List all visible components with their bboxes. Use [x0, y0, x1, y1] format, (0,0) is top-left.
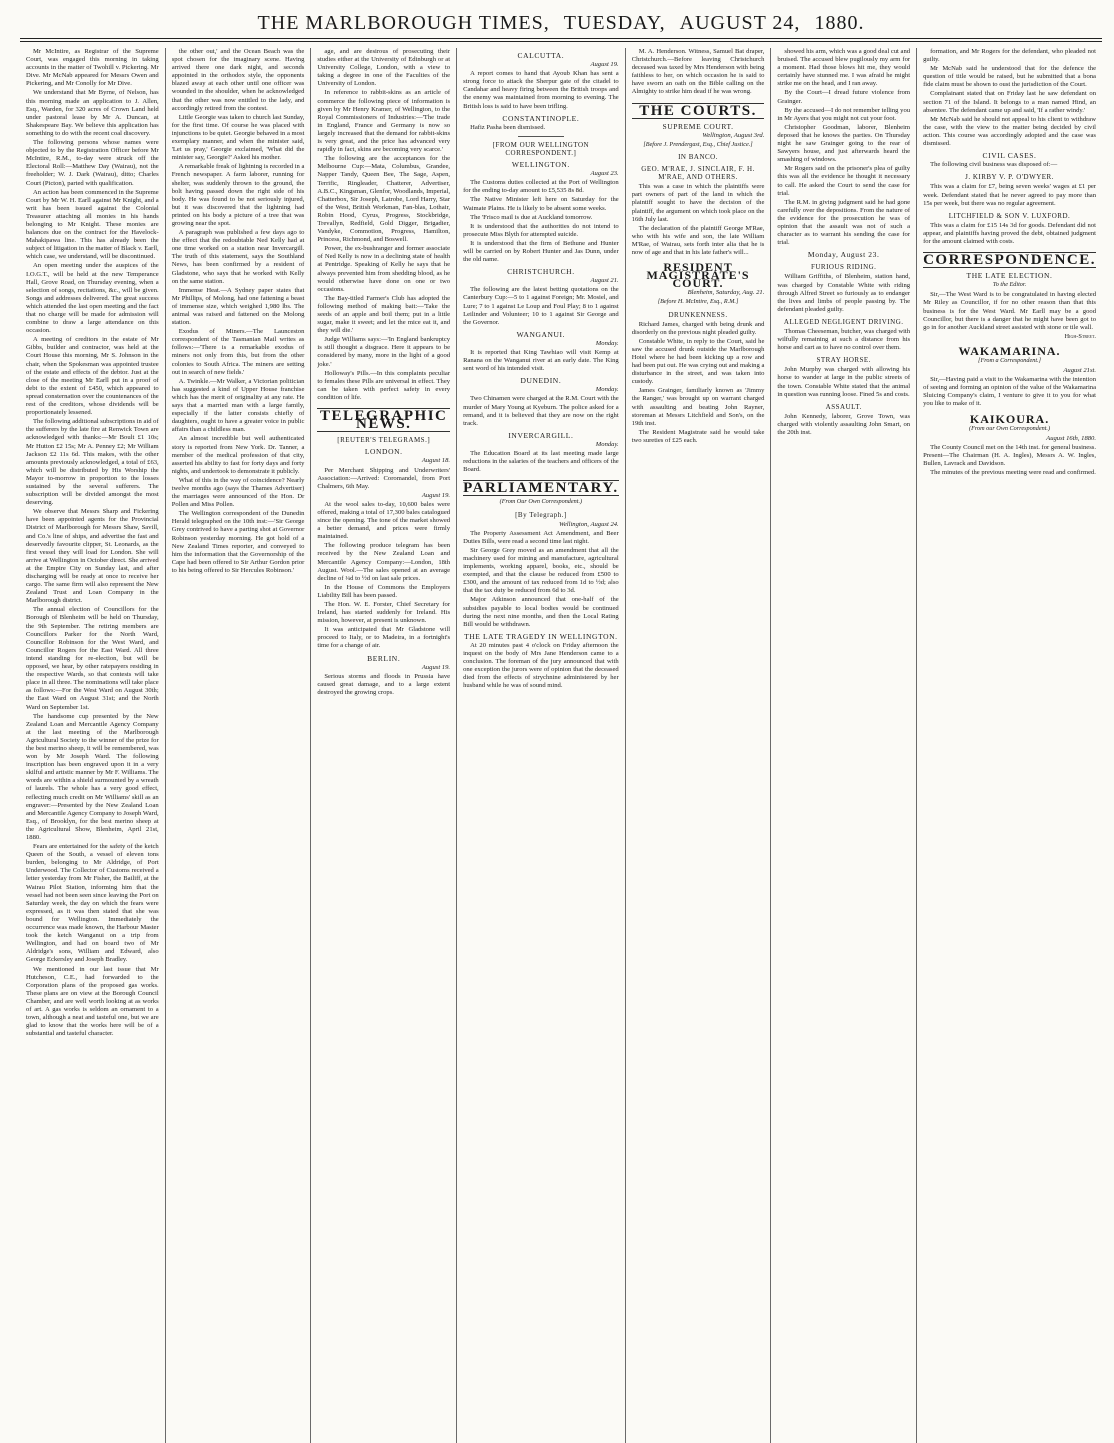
supreme-court-subhead: SUPREME COURT.: [662, 121, 734, 131]
column-2: [166, 48, 312, 1443]
constantinople-dateline: CONSTANTINOPLE.: [502, 113, 580, 123]
date: Monday.: [595, 386, 619, 394]
paragraph: By the accused—I do not remember telling you in Mr Ayers that you might not cut your foot.: [777, 106, 911, 122]
paragraph: We mentioned in our last issue that Mr Hutcheson, C.E., had forwarded to the Corporation plans of the proposed gas works. These plans are on view at the Borough Council Chamber, and are well worth looking at as works of art. A gas works is seldom an ornament to a town, although a neat and tasteful one, but we are glad to know that the works here will be of a substantial and tasteful character.: [26, 965, 159, 1038]
paragraph: M. A. Henderson. Witness, Samuel Bat draper, Christchurch.—Before leaving Christchurch deceased was taxed by Mrs Henderson with being faithless to her, on which occasion he is said to have sworn an oath on the Bible calling on the Almighty to strike him dead if he was wrong.: [631, 48, 765, 96]
paragraph: In reference to rabbit-skins as an article of commerce the following piece of information is given by Mr Henry Kramer, of Wellington, to the Royal Commissioners of Industries:—'The trade in England, France and Germany is now so largely increased that the demand for rabbit-skins is very great, and the price has advanced very rapidly in fact, skins are becoming very scarce.': [317, 89, 451, 154]
paragraph: The County Council met on the 14th inst. for general business. Present—The Chairman (H. A. Ingles), Messrs A. W. Ingles, Bullen, Lavrack and Davidson.: [923, 443, 1096, 468]
column-1: [20, 48, 166, 1443]
paragraph: It is reported that King Tawhiao will visit Kemp at Ranana on the Wanganui river at an early date. The King sent word of his intended visit.: [463, 349, 619, 373]
paragraph: Thomas Cheeseman, butcher, was charged with wilfully remaining at such a distance from his horse and cart as to have no control over them.: [777, 328, 911, 352]
masthead-date: AUGUST 24,: [679, 12, 801, 34]
before-note: [Before H. McIntire, Esq., R.M.]: [657, 298, 739, 306]
date: Blenheim, Saturday, Aug. 21.: [687, 289, 765, 297]
paragraph: A paragraph was published a few days ago to the effect that the redoubtable Ned Kelly had at one time worked on a station near Invercargill. The truth of this statement, says the Southland News, has been confirmed by a resident of Gladstone, who says that he worked with Kelly on the same station.: [171, 229, 305, 285]
in-banco-subhead: IN BANCO.: [678, 152, 718, 161]
wellington-dateline: WELLINGTON.: [511, 160, 570, 170]
paragraph: The Bay-titled Farmer's Club has adopted the following method of making bait:—'Take the seeds of an apple and boil them; put in a little sugar, make it sweet; and let the mice eat it, and they will die.': [317, 294, 451, 335]
paragraph: The following are the acceptances for the Melbourne Cup:—Mata, Columbus, Grandee, Napper Tandy, Queen Bee, The Sage, Aspen, Terrific, Ringleader, Chatterer, Advertiser, A.B.C., Kingsman, Glenfor, Woodlands, Imperial, Chatterbox, Sir Joseph, Latrobe, Lord Harry, Star of the West, British Workman, Fan-blas, Lothair, Robin Hood, Cyrus, Progress, Stockbridge, Trevallyn, Redfield, Gold Digger, Brigadier, Vandyke, Commotion, Progress, Hamilton, Princess, Richmond, and Boswell.: [317, 155, 451, 244]
paragraph: At the wool sales to-day, 10,600 bales were offered, making a total of 17,300 bales catalogued since the opening. The tone of the market showed a better demand, and prices were firmly maintained.: [317, 500, 451, 541]
date: Monday.: [595, 339, 619, 347]
paragraph: At 20 minutes past 4 o'clock on Friday afternoon the inquest on the body of Mrs Jane Henderson came to a conclusion. The foreman of the jury announced that with one exception the jurors were of opinion that the deceased died from the effects of strychnine administered by her husband while he was of sound mind.: [463, 641, 619, 690]
paragraph: Mr McNab said he should not appeal to his client to withdraw the case, with the view to the matter being decided by civil action. This course was accordingly adopted and the case was dismissed.: [923, 115, 1096, 148]
paragraph: An action has been commenced in the Supreme Court by Mr W. H. Earll against Mr Knight, and a writ has been issued against the Colonial Treasurer attaching all monies in his hands belonging to Mr Knight. These monies are balances due on the contract for the Havelock-Mahakipawa line. This has already been the subject of litigation in the matter of Black v. Earll, which case, we understand, will be discontinued.: [26, 188, 159, 261]
signature: High-Street.: [1064, 332, 1096, 340]
paragraph: Hafiz Pasha been dismissed.: [470, 123, 546, 131]
paragraph: It was anticipated that Mr Gladstone will proceed to Italy, or to Madeira, in a fortnight's time for a change of air.: [317, 626, 451, 650]
date: August 16th, 1880.: [1046, 434, 1096, 442]
column-4: [457, 48, 626, 1443]
invercargill-dateline: INVERCARGILL.: [508, 430, 574, 440]
paragraph: Mr McIntire, as Registrar of the Supreme Court, was engaged this morning in taking accounts in the matter of Twohill v. Pickering. Mr Dive. Mr McNab appeared for Messrs Owen and Pickering, and Mr Conolly for Mr Dive.: [26, 48, 159, 88]
date: August 19.: [421, 491, 451, 499]
late-election-subhead: THE LATE ELECTION.: [966, 271, 1053, 281]
christchurch-dateline: CHRISTCHURCH.: [507, 267, 575, 277]
case-title: GEO. M'RAE, J. SINCLAIR, F. H. M'RAE, AND OTHERS.: [641, 165, 755, 182]
paragraph: The annual election of Councillors for the Borough of Blenheim will be held on Thursday, the 9th September. The retiring members are Councillors Parker for the North Ward, Councillor Robinson for the West Ward, and Councillor Rogers for the East Ward. All three intend standing for re-election, but will be opposed, we hear, by other ratepayers residing in the respective Wards, so that contests will take place in all three. The nominations will take place as follows:—For the West Ward on August 30th; the East Ward on August 31st; and the North Ward on September 1st.: [26, 606, 159, 711]
before-note: [Before J. Prendergast, Esq., Chief Justice.]: [643, 140, 753, 148]
paragraph: Complainant stated that on Friday last he saw defendant on section 71 of the Island. It belongs to a man named Hind, an absentee. The defendant came up and said, 'If a rather windy.': [923, 90, 1096, 114]
paragraph: Power, the ex-bushranger and former associate of Ned Kelly is now in a declining state of health at Pentridge. Speaking of Kelly he says that he always prevented him from shedding blood, as he would otherwise have done on one or two occasions.: [317, 245, 451, 293]
column-6: [771, 48, 917, 1443]
correspondent-note: (From our Own Correspondent.): [969, 424, 1051, 432]
paragraph: The 'Frisco mail is due at Auckland tomorrow.: [470, 213, 593, 221]
kaikoura-heading: KAIKOURA.: [969, 411, 1050, 426]
masthead: [20, 10, 1102, 36]
date: Wellington, August 3rd.: [702, 131, 765, 139]
correspondent-note: (From Our Own Correspondent.): [499, 498, 583, 506]
paragraph: Mr McNab said he understood that for the defence the question of title would be raised, but he submitted that a bona fide claim must be shown to oust the jurisdiction of the Court.: [923, 65, 1096, 89]
paragraph: The R.M. in giving judgment said he had gone carefully over the depositions. From the nature of the evidence for the prosecution he was of opinion that the assault was not of such a character as to warrant his sending the case for trial.: [777, 198, 911, 247]
paragraph: Two Chinamen were charged at the R.M. Court with the murder of Mary Young at Kyeburn. The police asked for a remand, and it is believed that they are now on the right track.: [463, 395, 619, 427]
paragraph: This was a case in which the plaintiffs were part owners of part of the land in which the plaintiff sought to have the decision of the plaintiff, the argument on which took place on the 16th July last.: [631, 183, 765, 223]
paragraph: What of this in the way of coincidence? Nearly twelve months ago (says the Thames Advertiser) the marriages were announced of the Hon. Dr Pollen and Miss Pollen.: [171, 476, 305, 509]
rm-court-heading: RESIDENT MAGISTRATE'S COURT.: [646, 260, 750, 291]
london-dateline: LONDON.: [364, 447, 403, 457]
paragraph: Major Atkinson announced that one-half of the subsidies payable to local bodies would be continued during the next nine months, and then the Local Rating Bill would be withdrawn.: [463, 596, 619, 628]
paragraph: By the Court—I dread future violence from Grainger.: [777, 89, 911, 105]
paragraph: The Customs duties collected at the Port of Wellington for the ending to-day amount to £5,535 8s 8d.: [463, 179, 619, 195]
paragraph: William Griffiths, of Blenheim, station hand, was charged by Constable White with riding through Alfred Street so furiously as to endanger the lives and limbs of people passing by. The defendant pleaded guilty.: [777, 273, 911, 313]
paragraph: The Native Minister left here on Saturday for the Waimate Plains. He is likely to be absent some weeks.: [463, 196, 619, 212]
divider: [518, 136, 565, 137]
wakamarina-heading: WAKAMARINA.: [958, 343, 1061, 358]
paragraph: Mr Rogers said on the prisoner's plea of guilty this was all the evidence he thought it necessary to call. He asked the Court to send the case for trial.: [777, 165, 911, 197]
to-editor: To the Editor.: [992, 281, 1027, 289]
paragraph: The following produce telegram has been received by the New Zealand Loan and Mercantile Agency Company:—London, 18th August. Wool.—The sales opened at an average decline of ¼d to ½d on last sale prices.: [317, 542, 451, 582]
paragraph: John Kennedy, laborer, Grove Town, was charged with violently assaulting John Smart, on the 20th inst.: [777, 412, 911, 437]
date: August 19.: [590, 61, 619, 69]
paragraph: James Grainger, familiarly known as 'Jimmy the Ranger,' was brought up on warrant charged with assaulting and beating John Rayner, storeman at Messrs Litchfield and Son's, on the 19th inst.: [631, 387, 765, 427]
paragraph: Sir,—Having paid a visit to the Wakamarina with the intention of seeing and forming an opinion of the value of the Wakamarina Sluicing Company's claim, I venture to give it to you for what you like to make of it.: [923, 376, 1096, 408]
paragraph: It is understood that the authorities do not intend to prosecute Miss Blyth for attempted suicide.: [463, 222, 619, 238]
tragedy-heading: THE LATE TRAGEDY IN WELLINGTON.: [464, 631, 618, 641]
paragraph: Exodus of Miners.—The Launceston correspondent of the Tasmanian Mail writes as follows:—'There is a remarkable exodus of miners not only from this, but from the other colonies to South Africa. The miners are setting out in search of new fields.': [171, 328, 305, 376]
stray-horse-subhead: STRAY HORSE.: [816, 356, 871, 365]
date: Monday.: [595, 440, 619, 448]
paragraph: The following persons whose names were objected to by the Registration Officer before Mr McIntire, R.M., to-day were struck off the Electoral Roll:—Matthew Day (Wairau), not the freeholder; W. J. Dark (Wairau), ditto; Charles Court (Picton), parted with qualification.: [26, 139, 159, 187]
correspondence-heading: CORRESPONDENCE.: [923, 252, 1096, 269]
correspondent-note: [FROM OUR WELLINGTON CORRESPONDENT.]: [492, 140, 590, 157]
reuters-subhead: [REUTER'S TELEGRAMS.]: [337, 436, 431, 445]
paragraph: Sir,—The West Ward is to be congratulated in having elected Mr Riley as Councillor, if for no other reason than that this business is for the West Ward. Mr Earll may be a good Councillor, but there is a danger that he might have been got to go in for another Auckland street assisted with stone or tile wall.: [923, 291, 1096, 331]
paragraph: A. Twinkle.—Mr Walker, a Victorian politician has suggested a kind of Upper House franchise which has the merit of originality at any rate. He says that a married man with a large family, especially if the latter consists chiefly of daughters, ought to have a greater voice in public affairs than a childless man.: [171, 377, 305, 434]
case-title: J. KIRBY V. P. O'DWYER.: [965, 173, 1054, 182]
paragraph: The following civil business was disposed of:—: [930, 161, 1058, 169]
paragraph: An almost incredible but well authenticated story is reported from New York. Dr. Tanner, a member of the medical profession of that city, asserted his ability to fast for forty days and forty nights, and undertook to demonstrate it publicly.: [171, 435, 305, 475]
paragraph: The following are the latest betting quotations on the Canterbury Cup:—5 to 1 against Foreign; Mr. Mosiel, and Lure; 7 to 1 against Le Loup and Foul Play; 8 to 1 against Leilinder and Volunteer; 10 to 1 against Sir George and the Governor.: [463, 286, 619, 326]
negligent-driving-subhead: ALLEGED NEGLIGENT DRIVING.: [783, 317, 904, 326]
date: August 19.: [421, 663, 451, 671]
courts-heading: THE COURTS.: [632, 103, 765, 119]
correspondent-note: [From a Correspondent.]: [978, 357, 1042, 364]
paragraph: The following additional subscriptions in aid of the sufferers by the late fire at Renwick Town are acknowledged with thanks:—Mr Boult £1 10s; Mr Hutton £2 15s; Mr A. Penney £2; Mr William Jackson £2 11s 6d. This makes, with the other amounts previously acknowledged, a total of £63, which will be distributed by His Worship the Mayor to-morrow in proportion to the losses sustained by the several sufferers. The subscription will be divided amongst the most deserving.: [26, 418, 159, 507]
column-7: [917, 48, 1102, 1443]
assault-subhead: ASSAULT.: [825, 402, 862, 411]
paragraph: In the House of Commons the Employers Liability Bill has been passed.: [317, 583, 451, 599]
columns: [20, 48, 1102, 1443]
paragraph: It is understood that the firm of Bethune and Hunter will be carried on by Robert Hunter and Jas Dunn, under the old name.: [463, 239, 619, 264]
paragraph: age, and are desirous of prosecuting their studies either at the University of Edinburgh or at University College, London, with a view to taking a degree in one of the Faculties of the University of London.: [317, 48, 451, 88]
paragraph: A report comes to hand that Ayoub Khan has sent a strong force to attack the Sherpur gate of the citadel to Candahar and heavy firing between the British troops and the enemy was maintained from morning to evening. The British loss is said to have been trifling.: [463, 70, 619, 110]
paragraph: The minutes of the previous meeting were read and confirmed.: [930, 469, 1096, 477]
civil-cases-heading: CIVIL CASES.: [982, 151, 1037, 161]
paragraph: This was a claim for £15 14s 3d for goods. Defendant did not appear, and plaintiffs having proved the debt, obtained judgment for the amount claimed with costs.: [923, 221, 1096, 245]
case-title: LITCHFIELD & SON V. LUXFORD.: [948, 211, 1071, 220]
paragraph: formation, and Mr Rogers for the defendant, who pleaded not guilty.: [923, 48, 1096, 64]
wanganui-dateline: WANGANUI.: [516, 329, 566, 339]
paragraph: Immense Heat.—A Sydney paper states that Mr Phillips, of Molong, had one fattening a beast of immense size, which weighed 1,980 lbs. The animal was raised and fattened on the Molong station.: [171, 286, 305, 327]
paragraph: The declaration of the plaintiff George M'Rae, who with his wife and son, the late William M'Rae, of Wairau, sets forth inter alia that he is now of age and that in his late father's will...: [631, 224, 765, 256]
paragraph: John Murphy was charged with allowing his horse to wander at large in the public streets of the town. Constable White stated that the animal in question was running loose. Fined 5s and costs.: [777, 366, 911, 398]
masthead-rule: [20, 38, 1102, 42]
paragraph: the other out,' and the Ocean Beach was the spot chosen for the imaginary scene. Having arrived there one dark night, and seconds appointed in the orthodox style, the opponents blazed away at each other until one officer was wounded in the shoulder, when he acknowledged that the other was now entitled to the lady, and accordingly retired from the contest.: [171, 48, 305, 112]
column-5: [626, 48, 772, 1443]
paragraph: Richard James, charged with being drunk and disorderly on the previous night pleaded guilty.: [631, 320, 765, 336]
furious-riding-subhead: FURIOUS RIDING.: [810, 263, 877, 272]
paragraph: Constable White, in reply to the Court, said he saw the accused drunk outside the Marlborough Hotel where he had been kicking up a row and had been put out. He was crying out and making a disturbance in the street, and was taken into custody.: [631, 337, 765, 386]
masthead-day: TUESDAY,: [563, 12, 666, 34]
berlin-dateline: BERLIN.: [367, 653, 401, 663]
date: August 23.: [590, 170, 619, 178]
paragraph: Per Merchant Shipping and Underwriters' Association:—Arrived: Coromandel, from Port Chalmers, 6th May.: [317, 466, 451, 490]
parliamentary-heading: PARLIAMENTARY.: [463, 480, 619, 497]
paragraph: A remarkable freak of lightning is recorded in a French newspaper. A farm laborer, running for shelter, was suddenly thrown to the ground, the bolt having passed down the right side of his body. He was found to be not seriously injured, but it was discovered that the lightning had printed on his body a picture of a tree that was growing near the spot.: [171, 163, 305, 227]
paragraph: Christopher Goodman, laborer, Blenheim deposed that he knows the parties. On Thursday night he saw Grainger going to the rear of Sawyers house, and just afterwards heard the smashing of windows.: [777, 123, 911, 164]
paragraph: Little Georgie was taken to church last Sunday, for the first time. Of course he was placed with injunctions to be quiet. Georgie behaved in a most exemplary manner, and when the minister said, 'Let us pray,' Georgie exclaimed, 'What did the minister say, Georgie?' Asked his mother.: [171, 113, 305, 162]
paragraph: We observe that Messrs Sharp and Fickering have been appointed agents for the Provincial District of Marlborough for Messrs Shaw, Savill, and Co.'s line of ships, and advertise the fast and deservedly favourite clipper, St. Leonards, as the first vessel they will load for London. She will arrive at Wellington in October direct. She arrived at the Empire City on Sunday last, and after discharging will be ready at once to receive her cargo. The same firm will also represent the New Zealand Trust and Loan Company in the Marlborough district.: [26, 508, 159, 605]
paragraph: Sir George Grey moved as an amendment that all the machinery used for mining and manufacture, agricultural implements, working apparel, books, etc., should be exempted, and that the clause be reduced from £500 to £300, and the amount of tax reduced from 1d to ½d; also that the tax duty be reduced from 6d to 3d.: [463, 546, 619, 595]
paragraph: The Property Assessment Act Amendment, and Beer Duties Bills, were read a second time last night.: [463, 529, 619, 545]
paragraph: Fears are entertained for the safety of the ketch Queen of the South, a vessel of eleven tons burden, belonging to Mr Aldridge, of Port Underwood. The Collector of Customs received a letter yesterday from Mr Fisher, the Bailiff, at the Wairau Pilot Station, informing him that the vessel had not been seen since leaving the Port on Saturday week, the day on which the fears were expressed, as it was then stated that she was bound for Wellington. Immediately the occurrence was made known, the Harbour Master took the ketch Wanganui on a trip from Wellington, and had on board two of Mr Aldridge's sons, William and Edward, also George Eckersley and Joseph Bradley.: [26, 843, 159, 964]
paragraph: We understand that Mr Byrne, of Nelson, has this morning made an application to J. Allen, Esq., Warden, for 320 acres of Crown Land held under pastoral lease by Mr A. Duncan, at Shakespeare Bay. We believe this application has something to do with the recent coal discovery.: [26, 89, 159, 137]
date: Wellington, August 24.: [558, 520, 619, 528]
date: August 21st.: [1063, 367, 1096, 375]
drunkenness-subhead: DRUNKENNESS.: [668, 310, 728, 319]
paragraph: This was a claim for £7, being seven weeks' wages at £1 per week. Defendant stated that he never agreed to pay more than 15s per week, but there was no regular agreement.: [923, 183, 1096, 207]
paragraph: A meeting of creditors in the estate of Mr Gibbs, builder and contractor, was held at the Court House this morning, Mr S. Johnson in the chair, when the Spokesman was appointed trustee of the estate and effects of the debtor. Just at the close of the meeting Mr Earll put in a proof of debt to the extent of £450, which appeared to spread consternation over the countenances of the rest of the creditors, whose dividends will be proportionately lessened.: [26, 336, 159, 417]
telegraphic-news-heading: TELEGRAPHIC NEWS.: [317, 408, 450, 432]
date: August 18.: [421, 457, 451, 465]
paragraph: The handsome cup presented by the New Zealand Loan and Mercantile Agency Company at the last meeting of the Marlborough Agricultural Society to the winner of the prize for the best merino sheep, it will be remembered, was won by Mr Joseph Ward. The following inscription has been engraved upon it in a very skilful and artistic manner by Mr F. Williams. The words are within a shield surmounted by a wreath of laurels. The whole has a very good effect, reflecting much credit on Mr Williams' skill as an engraver:—Presented by the New Zealand Loan and Mercantile Agency Company to Joseph Ward, Esq., of Brooklyn, for the best merino sheep at the Agricultural Show, Blenheim, April 21st, 1880.: [26, 712, 159, 841]
masthead-year: 1880.: [814, 12, 865, 34]
date: August 21.: [590, 277, 619, 285]
calcutta-dateline: CALCUTTA.: [517, 51, 565, 60]
monday-dateline: Monday, August 23.: [807, 250, 880, 260]
telegraph-note: [By Telegraph.]: [515, 510, 567, 519]
masthead-paper: THE MARLBOROUGH TIMES,: [257, 12, 550, 34]
paragraph: Serious storms and floods in Prussia have caused great damage, and to a large extent destroyed the growing crops.: [317, 672, 451, 696]
paragraph: The Hon. W. E. Forster, Chief Secretary for Ireland, has started suddenly for Ireland. His mission, however, at present is unknown.: [317, 601, 451, 625]
dunedin-dateline: DUNEDIN.: [520, 376, 562, 386]
paragraph: Holloway's Pills.—In this complaints peculiar to females these Pills are universal in effect. They can be taken with perfect safety in every condition of life.: [317, 369, 451, 401]
paragraph: The Wellington correspondent of the Dunedin Herald telegraphed on the 10th inst:—'Sir George Grey contrived to have a parting shot at Governor Robinson yesterday morning. He got hold of a New Zealand Times reporter, and conveyed to him the information that the Governorship of the Cape had been offered to Sir Arthur Gordon prior to his being offered to Sir Hercules Robinson.': [171, 510, 305, 574]
column-3: [311, 48, 457, 1443]
paragraph: showed his arm, which was a good deal cut and bruised. The accused blew pugilously my arm for a moment. Had those blows hit me, they would certainly have stunned me. I was afraid he might strike me on the head, and I ran away.: [777, 48, 911, 88]
paragraph: The Education Board at its last meeting made large reductions in the salaries of the teachers and officers of the Board.: [463, 450, 619, 474]
paragraph: The Resident Magistrate said he would take two sureties of £25 each.: [631, 428, 765, 444]
paragraph: An open meeting under the auspices of the I.O.G.T., will be held at the new Temperance Hall, Grove Road, on Thursday evening, when a selection of songs, recitations, &c., will be given. Songs and addresses delivered. The great success which attended the last open meeting and the fact that no charge will be made for admission will combine to draw a large attendance on this occasion.: [26, 262, 159, 335]
paragraph: Judge Williams says:—'In England bankruptcy is still thought a disgrace. Here it appears to be considered by many, more in the light of a good joke.': [317, 336, 451, 368]
